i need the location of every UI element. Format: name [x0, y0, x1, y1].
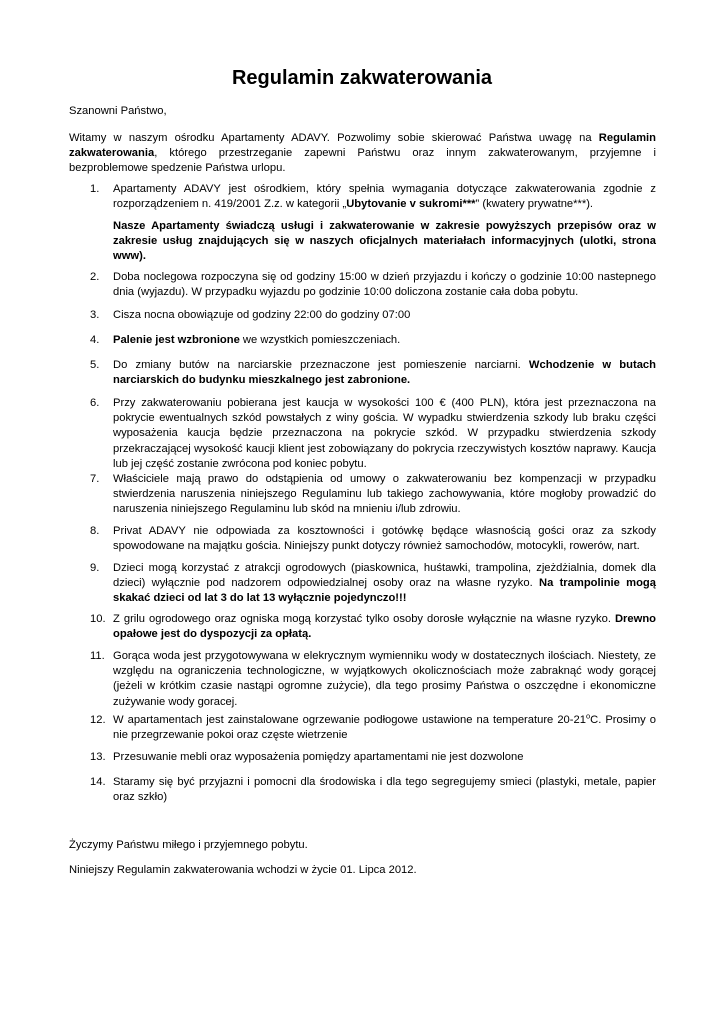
rule-number: 9.	[90, 562, 100, 574]
intro-paragraph	[69, 131, 656, 177]
rule-number: 14.	[90, 776, 106, 788]
page-title: Regulamin zakwaterowania	[231, 67, 493, 89]
rule-text: Doba noclegowa rozpoczyna się od godziny 15:00 w dzień przyjazdu i kończy o godzinie 10:00 nastepnego dnia (wyjazdu). W przypadku wyjazdu po godzinie 10:00 doliczona zostanie cała doba pobytu.	[113, 271, 656, 299]
rule-subparagraph: Nasze Apartamenty świadczą usługi i zakwaterowanie w zakresie powyższych przepisów oraz w zakresie usług znajdujących się w naszych oficjalnych materiałach informacyjnych (ulotki, strona www).	[113, 220, 656, 263]
closing-line: Życzymy Państwu miłego i przyjemnego pobytu.	[69, 839, 308, 851]
rule-text: Przesuwanie mebli oraz wyposażenia pomiędzy apartamentami nie jest dozwolone	[113, 751, 524, 763]
rule-text: Cisza nocna obowiązuje od godziny 22:00 do godziny 07:00	[113, 309, 411, 321]
rule-text	[113, 612, 656, 642]
rule-text-end: we wzystkich pomieszczeniach.	[239, 334, 401, 346]
rule-text-bold: Wchodzenie w butach narciarskich do budynku mieszkalnego jest zabronione.	[113, 359, 656, 387]
rule-text: Przy zakwaterowaniu pobierana jest kaucja w wysokości 100 € (400 PLN), która jest przeznaczona na pokrycie ewentualnych szkód powstałych z winy gościa. W wypadku stwierdzenia szkody lub braku części wyposażenia kaucja będzie przeznaczona na pokrycie szkód. W przypadku stwierdzenia szkody przekraczającej wysokość kaucji klient jest zobowiązany do pokrycia rzeczywistych kosztów naprawy. Kaucja lub jej część zostanie zwrócona pod koniec pobytu.	[113, 397, 656, 470]
rule-text-bold: Drewno opałowe jest do dyspozycji za opłatą.	[113, 613, 656, 641]
rule-text-part: Do zmiany butów na narciarskie przeznaczone jest pomieszenie narciarni.	[113, 359, 529, 371]
rule-text-end: ” (kwatery prywatne***).	[475, 198, 594, 211]
rule-number: 3.	[90, 309, 100, 321]
rule-text-part: Dzieci mogą korzystać z atrakcji ogrodowych (piaskownica, huśtawki, trampolina, zjeżdżialnia, domek dla dzieci) wyłącznie pod nadzorem odpowiedzialnej osoby oraz na własne ryzyko.	[113, 562, 656, 590]
greeting: Szanowni Państwo,	[69, 105, 167, 117]
rule-text	[113, 713, 656, 743]
rule-text-end: C. Prosimy o nie przegrzewanie pokoi oraz częste wietrzenie	[113, 714, 656, 742]
rule-number: 7.	[90, 473, 100, 485]
rule-text-part: W apartamentach jest zainstalowane ogrzewanie podłogowe ustawione na temperature 20-21	[113, 714, 586, 726]
rule-text-part: Apartamenty ADAVY jest ośrodkiem, który spełnia wymagania dotyczące zakwaterowania zgodnie z rozporządzeniem n. 419/2001 Z.z. w kategorii „	[113, 183, 656, 211]
rule-number: 13.	[90, 751, 106, 763]
rule-number: 1.	[90, 183, 100, 195]
rule-text	[113, 333, 656, 348]
rule-text: Gorąca woda jest przygotowywana w elekrycznym wymienniku wody w dostatecznych ilościach. Niestety, ze względu na ograniczenia technologiczne, w wyjątkowych okolicznościach może zabraknąć wody gorącej (jeżeli w krótkim czasie nastąpi ogromne zużycie), dla tego prosimy Państwa o oszczędne i ekonomiczne zużywanie wody goracej.	[113, 650, 656, 708]
rule-number: 11.	[90, 650, 105, 662]
rule-number: 10.	[90, 613, 106, 625]
rule-text: Właściciele mają prawo do odstąpienia od umowy o zakwaterowaniu bez kompenzacji w przypadku stwierdzenia naruszenia niniejszego Regulaminu lub takiego zachowywania, które mogłoby prowadzić do naruszenia niniejszego Regulaminu lub skód na mnieniu i/lub zdrowiu.	[113, 473, 656, 516]
degree-superscript: o	[585, 711, 591, 721]
rule-text: Staramy się być przyjazni i pomocni dla środowiska i dla tego segregujemy smieci (plastyki, metale, papier oraz szkło)	[113, 776, 656, 804]
rule-text	[113, 182, 656, 212]
rule-text	[113, 561, 656, 607]
rule-text-part: Z grilu ogrodowego oraz ogniska mogą korzystać tylko osoby dorosłe wyłącznie na własne ryzyko.	[113, 613, 615, 625]
rule-text-bold: Palenie jest wzbronione	[113, 334, 240, 346]
rule-number: 6.	[90, 397, 100, 409]
rule-text-bold: Na trampolinie mogą skakać dzieci od lat 3 do lat 13 wyłącznie pojedynczo!!!	[113, 577, 656, 605]
intro-text: Witamy w naszym ośrodku Apartamenty ADAVY. Pozwolimy sobie skierować Państwa uwagę na	[69, 132, 599, 144]
rule-number: 4.	[90, 334, 100, 346]
rule-number: 8.	[90, 525, 100, 537]
rule-text-bold: Ubytovanie v sukromi***	[346, 198, 476, 211]
rule-number: 12.	[90, 714, 106, 726]
effective-date-line: Niniejszy Regulamin zakwaterowania wchodzi w życie 01. Lipca 2012.	[69, 864, 417, 876]
intro-text-end: , którego przestrzeganie zapewni Państwu oraz innym zakwaterowanym, przyjemne i bezproblemowe spedzenie Państwa urlopu.	[69, 147, 656, 175]
intro-bold: Regulamin zakwaterowania	[69, 132, 656, 160]
rule-text	[113, 358, 656, 388]
rule-number: 5.	[90, 359, 100, 371]
rule-text: Privat ADAVY nie odpowiada za kosztowności i gotówkę będące własnością gości oraz za szkody spowodowane na majątku gościa. Niniejszy punkt dotyczy również samochodów, motocykli, rowerów, nart.	[113, 525, 656, 553]
rule-number: 2.	[90, 271, 100, 283]
